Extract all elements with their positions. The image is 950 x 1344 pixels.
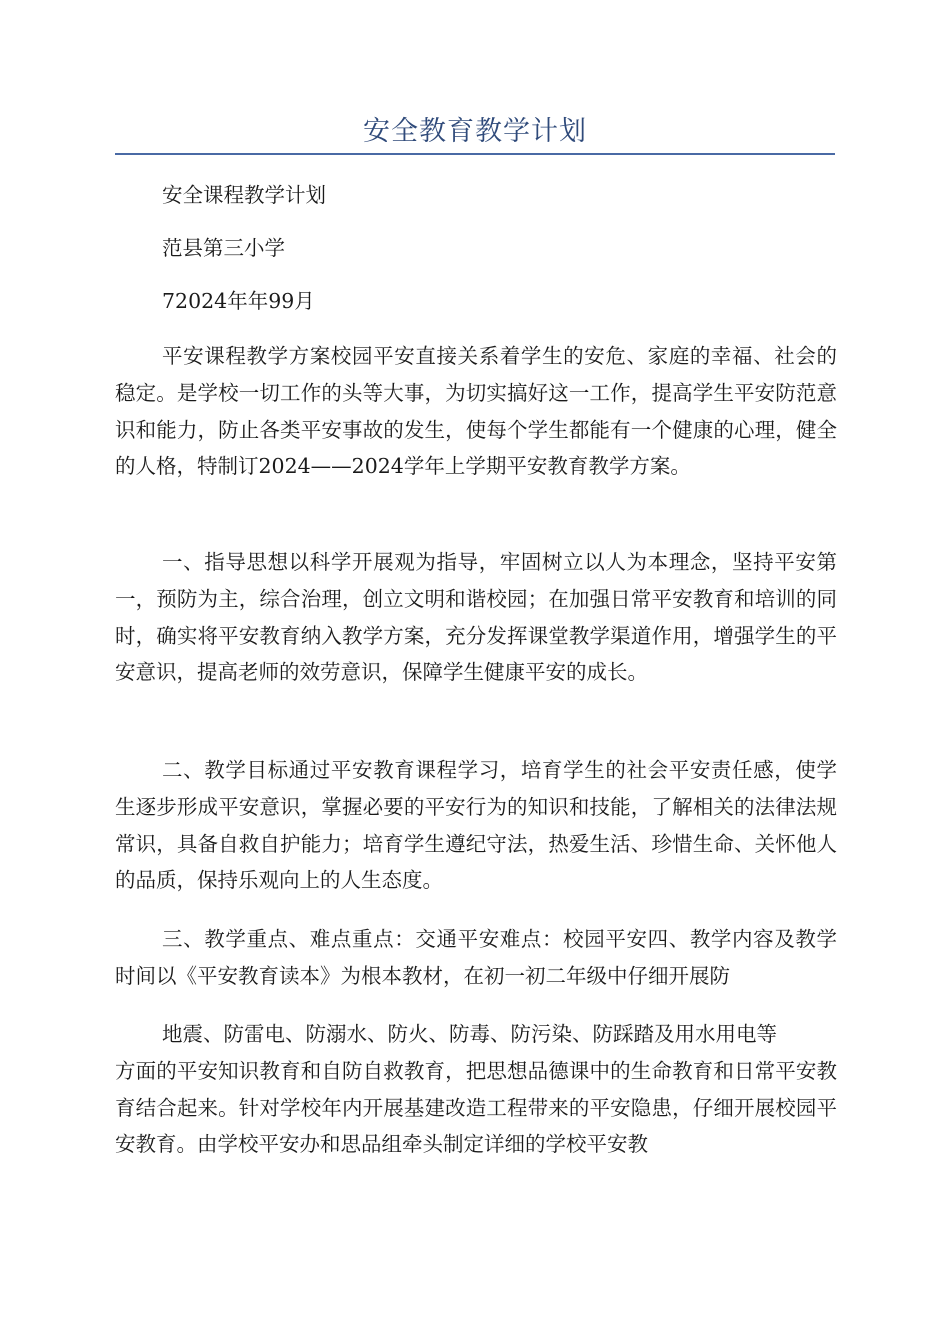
paragraph-key-points: 三、教学重点、难点重点：交通平安难点：校园平安四、教学内容及教学时间以《平安教育读本》为根本教材，在初一初二年级中仔细开展防	[115, 927, 837, 988]
title-underline	[115, 153, 835, 155]
paragraph-continuation	[115, 1016, 837, 1163]
document-date: 72024年年99月	[162, 289, 315, 313]
document-title: 安全教育教学计划	[363, 116, 587, 147]
paragraph-guiding-ideology: 一、指导思想以科学开展观为指导，牢固树立以人为本理念，坚持平安第一，预防为主，综合治理，创立文明和谐校园；在加强日常平安教育和培训的同时，确实将平安教育纳入教学方案，充分发挥课堂教学渠道作用，增强学生的平安意识，提高老师的效劳意识，保障学生健康平安的成长。	[115, 550, 837, 685]
continuation-body: 方面的平安知识教育和自防自救教育，把思想品德课中的生命教育和日常平安教育结合起来。针对学校年内开展基建改造工程带来的平安隐患，仔细开展校园平安教育。由学校平安办和思品组牵头制定详细的学校平安教	[115, 1058, 837, 1157]
school-name: 范县第三小学	[162, 236, 285, 260]
continuation-first-line: 地震、防雷电、防溺水、防火、防毒、防污染、防踩踏及用水用电等	[162, 1022, 777, 1046]
paragraph-teaching-goals: 二、教学目标通过平安教育课程学习，培育学生的社会平安责任感，使学生逐步形成平安意识，掌握必要的平安行为的知识和技能，了解相关的法律法规常识，具备自救自护能力；培育学生遵纪守法，热爱生活、珍惜生命、关怀他人的品质，保持乐观向上的人生态度。	[115, 758, 837, 893]
paragraph-intro: 平安课程教学方案校园平安直接关系着学生的安危、家庭的幸福、社会的稳定。是学校一切工作的头等大事，为切实搞好这一工作，提高学生平安防范意识和能力，防止各类平安事故的发生，使每个学生都能有一个健康的心理，健全的人格，特制订2024——2024学年上学期平安教育教学方案。	[115, 344, 837, 479]
course-plan-heading: 安全课程教学计划	[162, 183, 326, 207]
